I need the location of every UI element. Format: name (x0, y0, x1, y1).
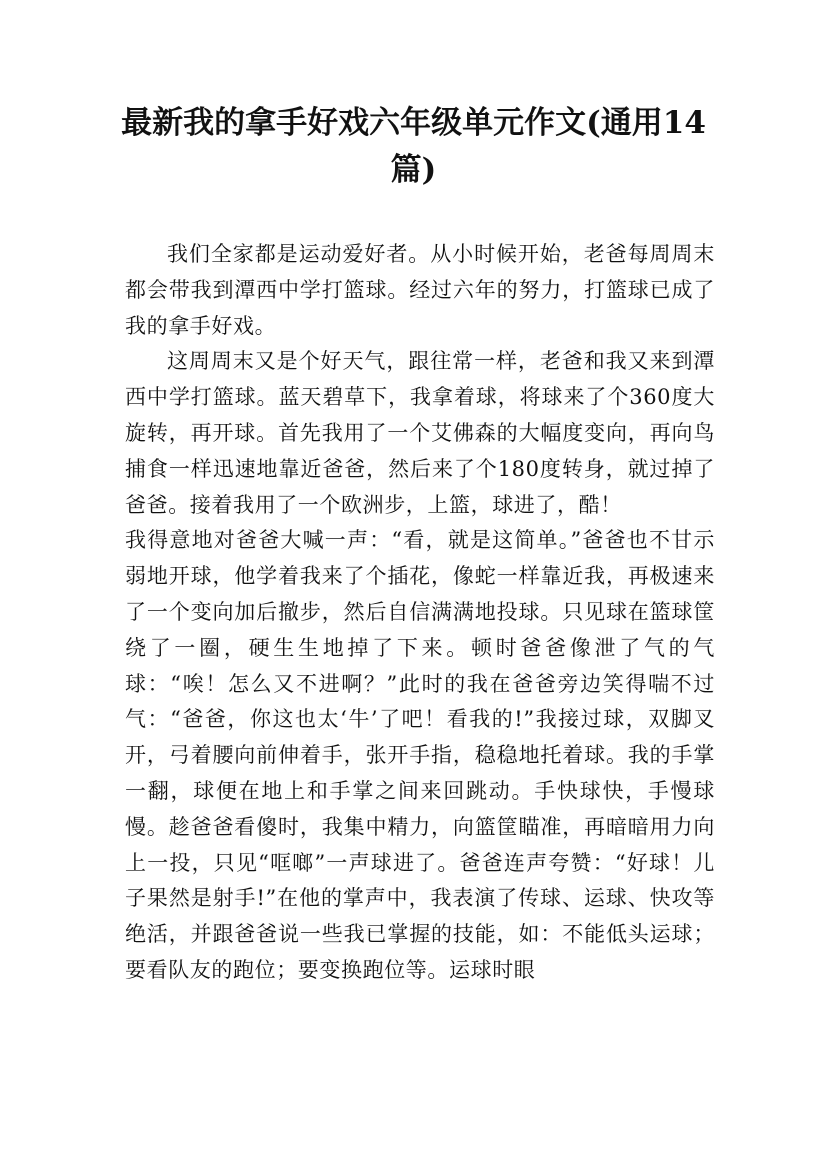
paragraph-1: 我们全家都是运动爱好者。从小时候开始，老爸每周周末都会带我到潭西中学打篮球。经过六年的努力，打篮球已成了我的拿手好戏。 (125, 242, 715, 338)
document-title: 最新我的拿手好戏六年级单元作文(通用14篇) (121, 105, 706, 188)
paragraph-3: 我得意地对爸爸大喊一声：“看，就是这简单。”爸爸也不甘示弱地开球，他学着我来了个插花，像蛇一样靠近我，再极速来了一个变向加后撤步，然后自信满满地投球。只见球在篮球筐绕了一圈，硬生生地掉了下来。顿时爸爸像泄了气的气球：“唉！怎么又不进啊？”此时的我在爸爸旁边笑得喘不过气：“爸爸，你这也太‘牛’了吧！看我的!”我接过球，双脚叉开，弓着腰向前伸着手，张开手指，稳稳地托着球。我的手掌一翻，球便在地上和手掌之间来回跳动。手快球快，手慢球慢。趁爸爸看傻时，我集中精力，向篮筐瞄准，再暗暗用力向上一投，只见“哐啷”一声球进了。爸爸连声夸赞：“好球！儿子果然是射手!”在他的掌声中，我表演了传球、运球、快攻等绝活，并跟爸爸说一些我已掌握的技能，如：不能低头运球；要看队友的跑位；要变换跑位等。运球时眼 (125, 528, 715, 982)
paragraph-2: 这周周末又是个好天气，跟往常一样，老爸和我又来到潭西中学打篮球。蓝天碧草下，我拿着球，将球来了个360度大旋转，再开球。首先我用了一个艾佛森的大幅度变向，再向鸟捕食一样迅速地靠近爸爸，然后来了个180度转身，就过掉了爸爸。接着我用了一个欧洲步，上篮，球进了，酷！ (125, 349, 715, 517)
document-body (125, 237, 715, 989)
